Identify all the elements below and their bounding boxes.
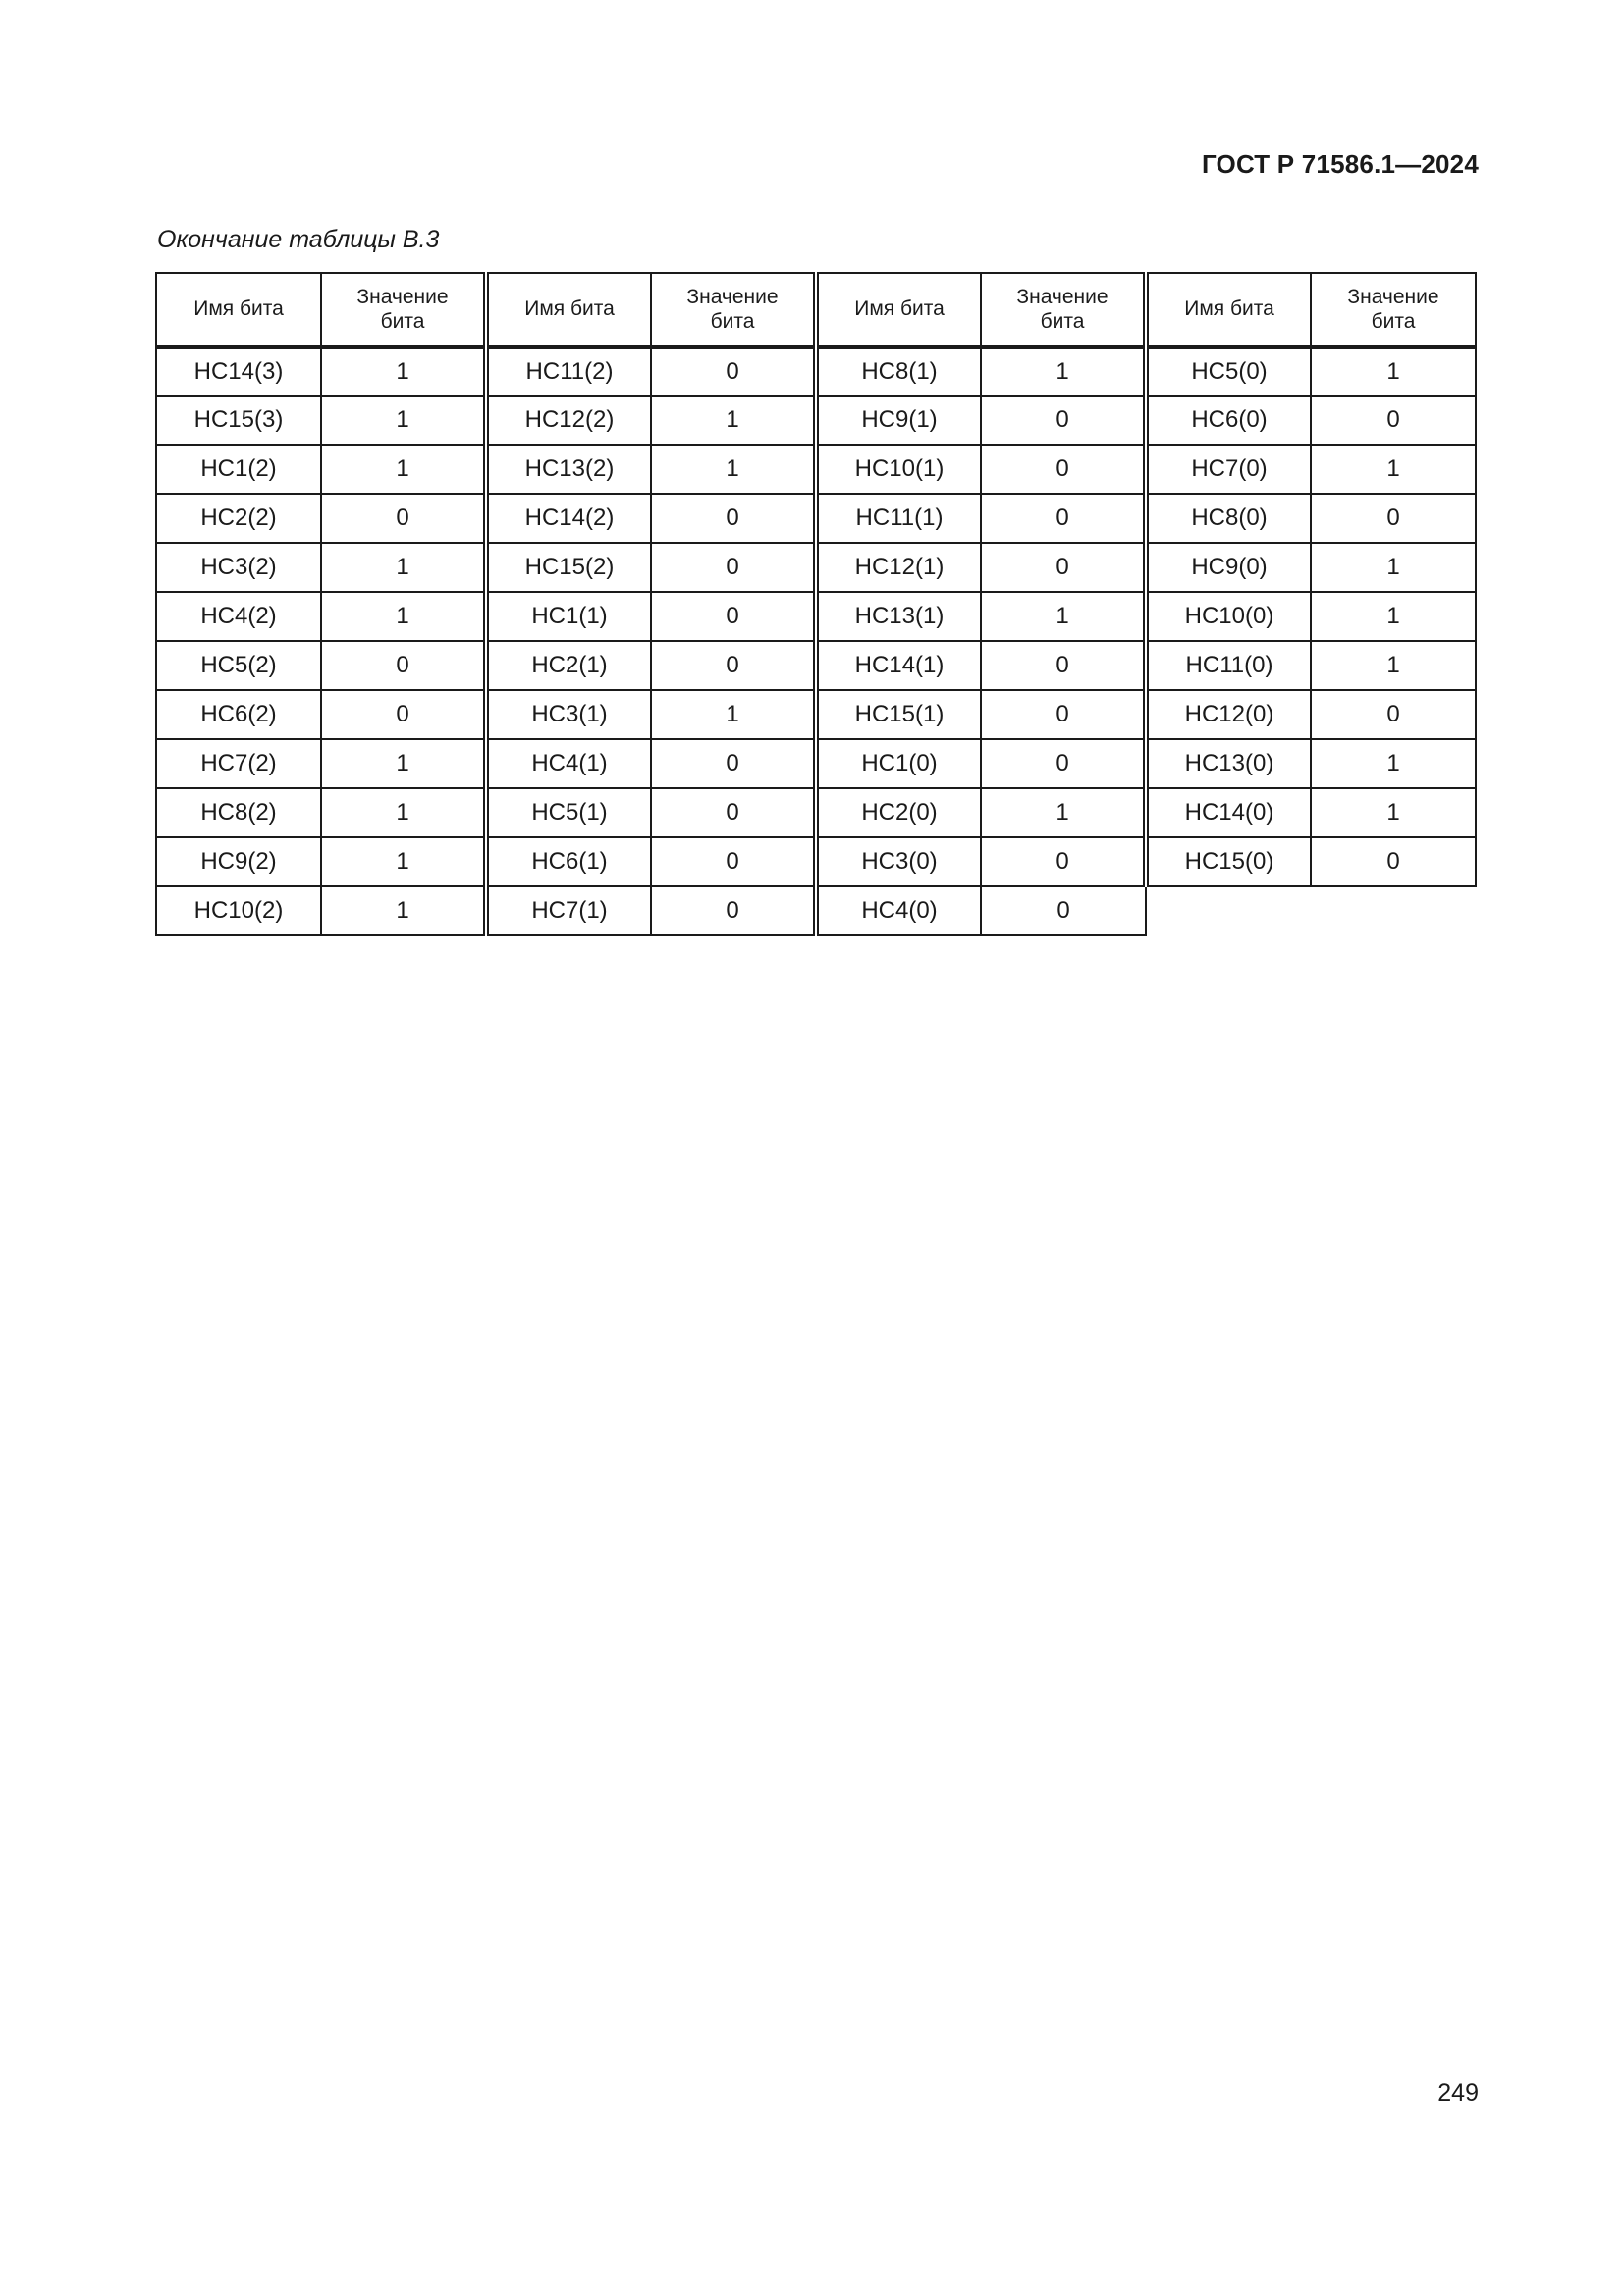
bit-name-cell: HC6(0) — [1146, 396, 1311, 445]
bit-value-cell: 0 — [981, 641, 1146, 690]
table-row — [156, 739, 1476, 788]
bit-value-cell: 0 — [651, 543, 816, 592]
table-row — [156, 396, 1476, 445]
bit-name-cell: HC4(0) — [816, 886, 981, 935]
bit-name-cell: HC15(3) — [156, 396, 321, 445]
bit-name-cell: HC7(2) — [156, 739, 321, 788]
bit-name-cell: HC14(0) — [1146, 788, 1311, 837]
bit-value-cell: 1 — [1311, 543, 1476, 592]
bit-value-cell: 0 — [981, 396, 1146, 445]
bit-value-cell: 0 — [651, 494, 816, 543]
bit-name-cell: HC3(2) — [156, 543, 321, 592]
bit-value-cell: 1 — [1311, 347, 1476, 396]
bit-name-cell: HC11(0) — [1146, 641, 1311, 690]
bit-value-cell: 0 — [321, 690, 486, 739]
empty-cell — [1146, 886, 1311, 935]
bit-value-cell: 1 — [1311, 592, 1476, 641]
bit-values-table-container — [155, 272, 1477, 936]
header-value-line2: бита — [1371, 309, 1416, 333]
bit-name-cell: HC14(3) — [156, 347, 321, 396]
table-row — [156, 788, 1476, 837]
bit-name-cell: HC13(2) — [486, 445, 651, 494]
bit-name-cell: HC4(2) — [156, 592, 321, 641]
bit-name-cell: HC1(0) — [816, 739, 981, 788]
bit-value-cell: 1 — [1311, 788, 1476, 837]
column-header-bit-value — [1311, 273, 1476, 347]
bit-name-cell: HC2(2) — [156, 494, 321, 543]
bit-value-cell: 0 — [981, 837, 1146, 886]
bit-value-cell: 1 — [1311, 641, 1476, 690]
bit-value-cell: 0 — [321, 641, 486, 690]
bit-name-cell: HC14(1) — [816, 641, 981, 690]
table-row — [156, 494, 1476, 543]
bit-value-cell: 1 — [1311, 445, 1476, 494]
table-row — [156, 347, 1476, 396]
bit-name-cell: HC11(2) — [486, 347, 651, 396]
bit-value-cell: 0 — [1311, 837, 1476, 886]
bit-name-cell: HC9(1) — [816, 396, 981, 445]
bit-value-cell: 0 — [981, 886, 1146, 935]
header-value-line2: бита — [380, 309, 425, 333]
bit-name-cell: HC12(0) — [1146, 690, 1311, 739]
bit-value-cell: 0 — [981, 445, 1146, 494]
bit-name-cell: HC4(1) — [486, 739, 651, 788]
bit-value-cell: 0 — [1311, 690, 1476, 739]
bit-value-cell: 1 — [321, 592, 486, 641]
bit-value-cell: 0 — [651, 347, 816, 396]
table-row — [156, 641, 1476, 690]
bit-name-cell: HC10(0) — [1146, 592, 1311, 641]
table-row — [156, 592, 1476, 641]
empty-cell — [1311, 886, 1476, 935]
header-value-line2: бита — [1040, 309, 1085, 333]
bit-value-cell: 0 — [651, 641, 816, 690]
header-value-line1: Значение — [1016, 285, 1109, 308]
bit-value-cell: 1 — [651, 690, 816, 739]
bit-values-table — [155, 272, 1477, 936]
bit-name-cell: HC2(1) — [486, 641, 651, 690]
bit-name-cell: HC3(1) — [486, 690, 651, 739]
header-value-line1: Значение — [686, 285, 779, 308]
bit-name-cell: HC15(0) — [1146, 837, 1311, 886]
bit-value-cell: 1 — [321, 396, 486, 445]
bit-value-cell: 1 — [981, 788, 1146, 837]
column-header-bit-name: Имя бита — [1146, 273, 1311, 347]
table-row — [156, 543, 1476, 592]
bit-value-cell: 1 — [321, 886, 486, 935]
bit-name-cell: HC13(0) — [1146, 739, 1311, 788]
header-value-line2: бита — [710, 309, 755, 333]
bit-name-cell: HC6(1) — [486, 837, 651, 886]
bit-name-cell: HC7(0) — [1146, 445, 1311, 494]
bit-value-cell: 0 — [651, 739, 816, 788]
bit-value-cell: 0 — [1311, 396, 1476, 445]
column-header-bit-name: Имя бита — [156, 273, 321, 347]
table-row — [156, 837, 1476, 886]
bit-name-cell: HC15(2) — [486, 543, 651, 592]
bit-name-cell: HC7(1) — [486, 886, 651, 935]
bit-value-cell: 0 — [981, 494, 1146, 543]
bit-value-cell: 1 — [981, 592, 1146, 641]
bit-name-cell: HC6(2) — [156, 690, 321, 739]
bit-value-cell: 0 — [1311, 494, 1476, 543]
bit-name-cell: HC9(2) — [156, 837, 321, 886]
bit-value-cell: 0 — [981, 690, 1146, 739]
bit-value-cell: 1 — [321, 347, 486, 396]
column-header-bit-value — [321, 273, 486, 347]
header-value-line1: Значение — [356, 285, 449, 308]
bit-name-cell: HC8(2) — [156, 788, 321, 837]
document-number: ГОСТ Р 71586.1—2024 — [1201, 149, 1479, 179]
bit-name-cell: HC15(1) — [816, 690, 981, 739]
bit-value-cell: 1 — [1311, 739, 1476, 788]
table-row — [156, 690, 1476, 739]
page-number: 249 — [1437, 2079, 1479, 2107]
bit-value-cell: 1 — [651, 396, 816, 445]
bit-value-cell: 1 — [321, 739, 486, 788]
bit-value-cell: 0 — [321, 494, 486, 543]
bit-name-cell: HC1(1) — [486, 592, 651, 641]
bit-name-cell: HC8(0) — [1146, 494, 1311, 543]
bit-value-cell: 1 — [981, 347, 1146, 396]
table-body — [156, 347, 1476, 935]
column-header-bit-value — [981, 273, 1146, 347]
bit-value-cell: 1 — [321, 788, 486, 837]
bit-name-cell: HC5(1) — [486, 788, 651, 837]
bit-value-cell: 1 — [321, 837, 486, 886]
bit-value-cell: 1 — [651, 445, 816, 494]
bit-name-cell: HC9(0) — [1146, 543, 1311, 592]
bit-value-cell: 0 — [651, 592, 816, 641]
bit-value-cell: 0 — [981, 739, 1146, 788]
bit-name-cell: HC10(2) — [156, 886, 321, 935]
bit-name-cell: HC1(2) — [156, 445, 321, 494]
bit-value-cell: 0 — [981, 543, 1146, 592]
bit-name-cell: HC11(1) — [816, 494, 981, 543]
bit-name-cell: HC12(1) — [816, 543, 981, 592]
bit-name-cell: HC13(1) — [816, 592, 981, 641]
header-value-line1: Значение — [1347, 285, 1439, 308]
table-row — [156, 886, 1476, 935]
column-header-bit-name: Имя бита — [486, 273, 651, 347]
table-header-row — [156, 273, 1476, 347]
bit-value-cell: 1 — [321, 445, 486, 494]
bit-name-cell: HC14(2) — [486, 494, 651, 543]
table-row — [156, 445, 1476, 494]
bit-name-cell: HC12(2) — [486, 396, 651, 445]
column-header-bit-name: Имя бита — [816, 273, 981, 347]
column-header-bit-value — [651, 273, 816, 347]
bit-value-cell: 0 — [651, 788, 816, 837]
bit-name-cell: HC5(2) — [156, 641, 321, 690]
bit-name-cell: HC3(0) — [816, 837, 981, 886]
bit-value-cell: 0 — [651, 837, 816, 886]
table-caption: Окончание таблицы В.3 — [157, 226, 440, 253]
bit-name-cell: HC10(1) — [816, 445, 981, 494]
bit-name-cell: HC2(0) — [816, 788, 981, 837]
bit-value-cell: 0 — [651, 886, 816, 935]
bit-value-cell: 1 — [321, 543, 486, 592]
bit-name-cell: HC8(1) — [816, 347, 981, 396]
bit-name-cell: HC5(0) — [1146, 347, 1311, 396]
